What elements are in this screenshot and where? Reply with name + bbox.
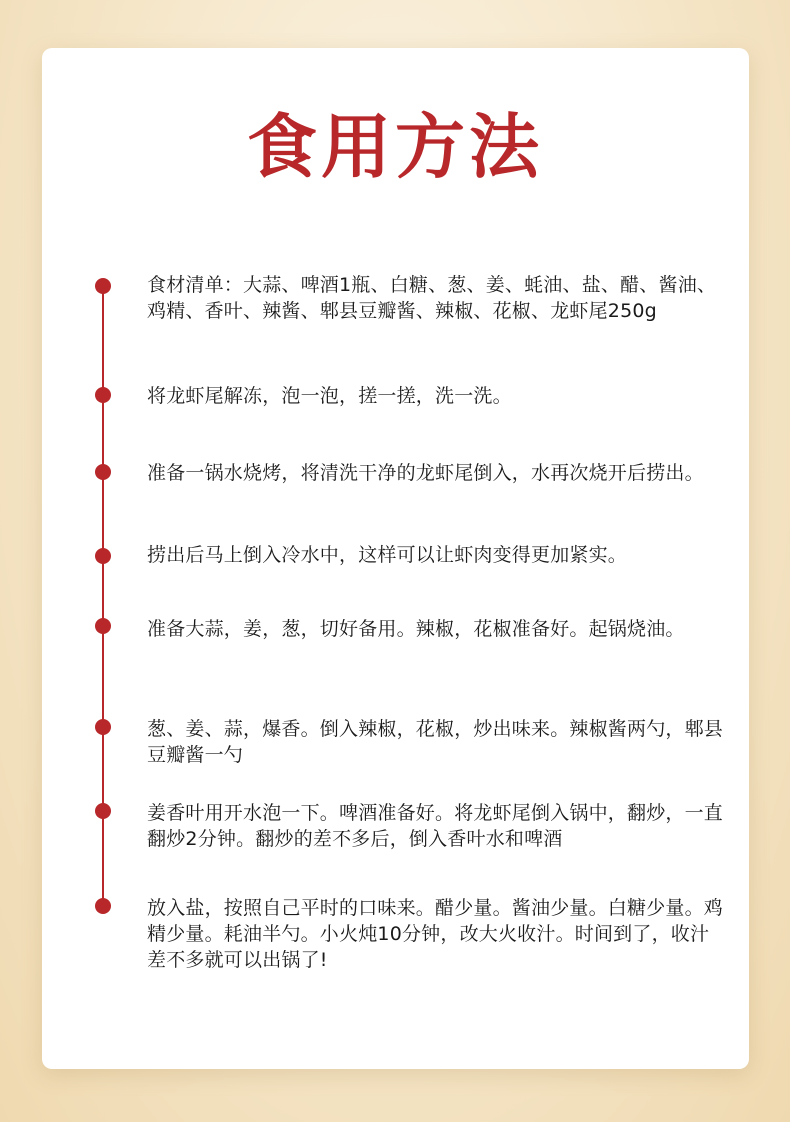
step-8-text: 放入盐，按照自己平时的口味来。醋少量。酱油少量。白糖少量。鸡精少量。耗油半勺。小火炖10分钟，改大火收汁。时间到了，收汁差不多就可以出锅了! (147, 897, 724, 971)
timeline-dot (95, 618, 111, 634)
timeline-dot (95, 548, 111, 564)
timeline-dot (95, 278, 111, 294)
step-6-text: 葱、姜、蒜，爆香。倒入辣椒，花椒，炒出味来。辣椒酱两勺，郫县豆瓣酱一勺 (147, 718, 724, 766)
timeline-dot (95, 719, 111, 735)
step-1-text: 食材清单：大蒜、啤酒1瓶、白糖、葱、姜、蚝油、盐、醋、酱油、鸡精、香叶、辣酱、郫县豆瓣酱、辣椒、花椒、龙虾尾250g (147, 274, 717, 322)
timeline-dot (95, 898, 111, 914)
page-title: 食用方法 (247, 105, 543, 188)
timeline-dot (95, 464, 111, 480)
step-5-text: 准备大蒜，姜，葱，切好备用。辣椒，花椒准备好。起锅烧油。 (147, 618, 685, 640)
timeline-dot (95, 803, 111, 819)
step-3-text: 准备一锅水烧烤，将清洗干净的龙虾尾倒入，水再次烧开后捞出。 (147, 462, 704, 484)
timeline-dot (95, 387, 111, 403)
step-2-text: 将龙虾尾解冻，泡一泡，搓一搓，洗一洗。 (147, 385, 512, 407)
step-4-text: 捞出后马上倒入冷水中，这样可以让虾肉变得更加紧实。 (147, 544, 628, 566)
step-7-text: 姜香叶用开水泡一下。啤酒准备好。将龙虾尾倒入锅中，翻炒，一直翻炒2分钟。翻炒的差不多后，倒入香叶水和啤酒 (147, 802, 724, 850)
